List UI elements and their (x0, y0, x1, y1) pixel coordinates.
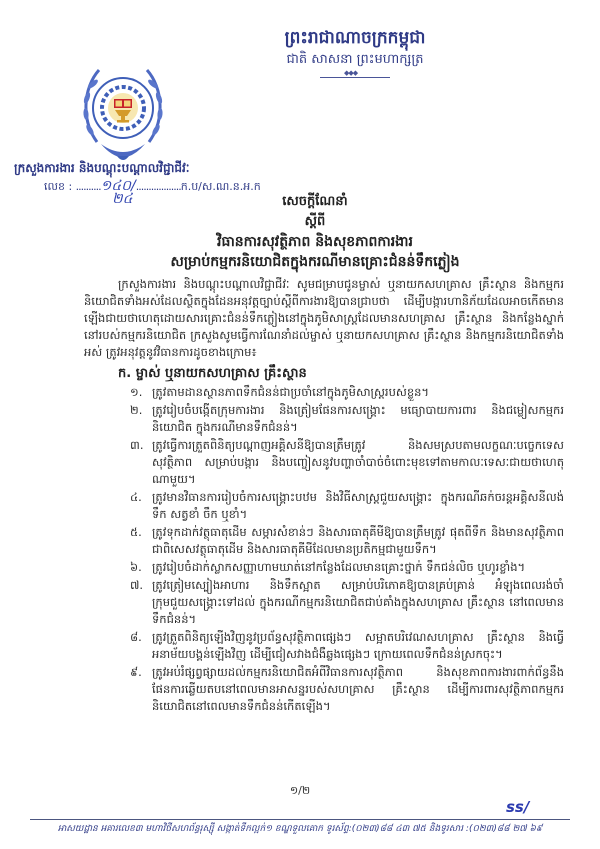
ministry-name: ក្រសួងការងារ និងបណ្តុះបណ្តាលវិជ្ជាជីវៈ (14, 161, 190, 175)
list-item: ៦. ត្រូវរៀបចំដាក់ស្លាកសញ្ញាហាមឃាត់នៅកន្លែងដែលមានគ្រោះថ្នាក់ ទឹកជន់លិច ឬហូរខ្លាំង។ (130, 560, 526, 574)
subject-line-2: សម្រាប់កម្មករនិយោជិតក្នុងករណីមានគ្រោះជំនន់ទឹកភ្លៀង (170, 254, 460, 270)
document-body (84, 276, 564, 716)
ornament-divider-icon (320, 74, 390, 80)
kingdom-title: ព្រះរាជាណាចក្រកម្ពុជា (284, 28, 426, 48)
national-motto: ជាតិ សាសនា ព្រះមហាក្សត្រ (286, 52, 424, 67)
footer-divider (30, 819, 570, 820)
about-label: ស្តីពី (304, 214, 326, 229)
ministry-seal-icon (77, 60, 169, 172)
initials-signature: ss/ (506, 798, 530, 816)
list-item: ៧. ត្រូវត្រៀមស្បៀងអាហារ និងទឹកស្អាត សម្រាប់បរិភោគឱ្យបានគ្រប់គ្រាន់ អំឡុងពេលរង់ចាំក្រុមជួយសង្គ្រោះទៅដល់ ក្នុងករណីកម្មករនិយោជិតជាប់គាំងក្នុងសហគ្រាស គ្រឹះស្ថាន នៅពេលមានទឹកជំនន់។ (130, 578, 564, 626)
list-item: ៥. ត្រូវទុកដាក់វត្ថុធាតុដើម សម្ភារសំខាន់ៗ និងសារធាតុគីមីឱ្យបានត្រឹមត្រូវ ផុតពីទឹក និងមានសុវត្ថិភាព ជាពិសេសវត្ថុធាតុដើម និងសារធាតុគីមីដែលមានប្រតិកម្មជាមួយទឹក។ (130, 525, 564, 556)
list-item: ៤. ត្រូវមានវិធានការរៀបចំការសង្គ្រោះបឋម និងវិធីសាស្ត្រជួយសង្គ្រោះ ក្នុងករណីឆក់ចរន្តអគ្គិសនីលង់ទឹក សត្វខាំ ចឹក ឬខាំ។ (130, 490, 564, 521)
list-item: ១. ត្រូវតាមដានស្ថានភាពទឹកជំនន់ជាប្រចាំនៅក្នុងភូមិសាស្ត្ររបស់ខ្លួន។ (130, 385, 429, 399)
subject-line-1: វិធានការសុវត្ថិភាព និងសុខភាពការងារ (217, 234, 413, 250)
handwritten-ref-number: ១៤០/ (100, 178, 136, 194)
section-a-list (84, 384, 564, 715)
document-type: សេចក្តីណែនាំ (282, 194, 348, 209)
list-item: ២. ត្រូវរៀបចំបង្កើតក្រុមការងារ និងត្រៀមផែនការសង្គ្រោះ មធ្យោបាយការពារ និងជម្លៀសកម្មករនិយោជិត ក្នុងករណីមានទឹកជំនន់។ (130, 403, 564, 434)
intro-paragraph: ក្រសួងការងារ និងបណ្តុះបណ្តាលវិជ្ជាជីវៈ សូមជម្រាបជូនម្ចាស់ ឬនាយកសហគ្រាស គ្រឹះស្ថាន និងកម្មករនិយោជិតទាំងអស់ដែលស្ថិតក្នុងដែនអនុវត្តច្បាប់ស្តីពីការងារឱ្យបានជ្រាបថា ដើម្បីបង្ការហានិភ័យដែលអាចកើតមានឡើងជាយថាហេតុដោយសារគ្រោះជំនន់ទឹកភ្លៀងនៅក្នុងភូមិសាស្ត្រដែលមានសហគ្រាស គ្រឹះស្ថាន និងកន្លែងស្នាក់នៅរបស់កម្មករនិយោជិត ក្រសួងសូមធ្វើការណែនាំដល់ម្ចាស់ ឬនាយកសហគ្រាស គ្រឹះស្ថាន និងកម្មករនិយោជិតទាំងអស់ ត្រូវអនុវត្តនូវវិធានការដូចខាងក្រោម៖ (84, 277, 564, 359)
document-titles (0, 192, 600, 272)
section-a-heading: ក. ម្ចាស់ ឬនាយកសហគ្រាស គ្រឹះស្ថាន (118, 366, 307, 381)
list-item: ៨. ត្រូវត្រួតពិនិត្យឡើងវិញនូវប្រព័ន្ធសុវត្ថិភាពផ្សេងៗ សម្អាតបរិវេណសហគ្រាស គ្រឹះស្ថាន និងធ្វើអនាម័យបង្គន់ឡើងវិញ ដើម្បីជៀសវាងជំងឺឆ្លងផ្សេងៗ ក្រោយពេលទឹកជំនន់ស្រកចុះ។ (130, 630, 564, 661)
footer-address: អាសយដ្ឋាន អគារលេខ៣ មហាវិថីសហព័ន្ធរុស្ស៊ី សង្កាត់ទឹកល្អក់១ ខណ្ឌទួលគោក ទូរស័ព្ទ:(០២៣)៨៨ ៤៣ ៧៥ និងទូរសារ :(០២៣)៨៨ ២៧ ៦៩ (57, 824, 543, 834)
reference-number-line: លេខ : ..........១៤០/..................ក.ប/ស.ណ.ន.អ.ក ២៤ (44, 176, 261, 197)
reference-suffix: ក.ប/ស.ណ.ន.អ.ក (180, 180, 261, 193)
list-item: ៣. ត្រូវធ្វើការត្រួតពិនិត្យបណ្តាញអគ្គិសនីឱ្យបានត្រឹមត្រូវ និងសមស្របតាមលក្ខណៈបច្ចេកទេសសុវត្ថិភាព សម្រាប់បង្ការ និងបញ្ចៀសនូវបញ្ហាចាំបាច់ចំពោះមុខទៅតាមកាលៈទេសៈជាយថាហេតុណាមួយ។ (130, 438, 564, 486)
list-item: ៩. ត្រូវអប់រំផ្សព្វផ្សាយដល់កម្មករនិយោជិតអំពីវិធានការសុវត្ថិភាព និងសុខភាពការងារពាក់ព័ន្ធនឹងផែនការឆ្លើយតបនៅពេលមានអាសន្នរបស់សហគ្រាស គ្រឹះស្ថាន ដើម្បីការពារសុវត្ថិភាពកម្មករនិយោជិតនៅពេលមានទឹកជំនន់កើតឡើង។ (130, 665, 564, 713)
page-number: ១/២ (289, 784, 311, 797)
reference-label: លេខ : (44, 180, 73, 193)
handwritten-ref-year: ២៤ (112, 191, 133, 207)
